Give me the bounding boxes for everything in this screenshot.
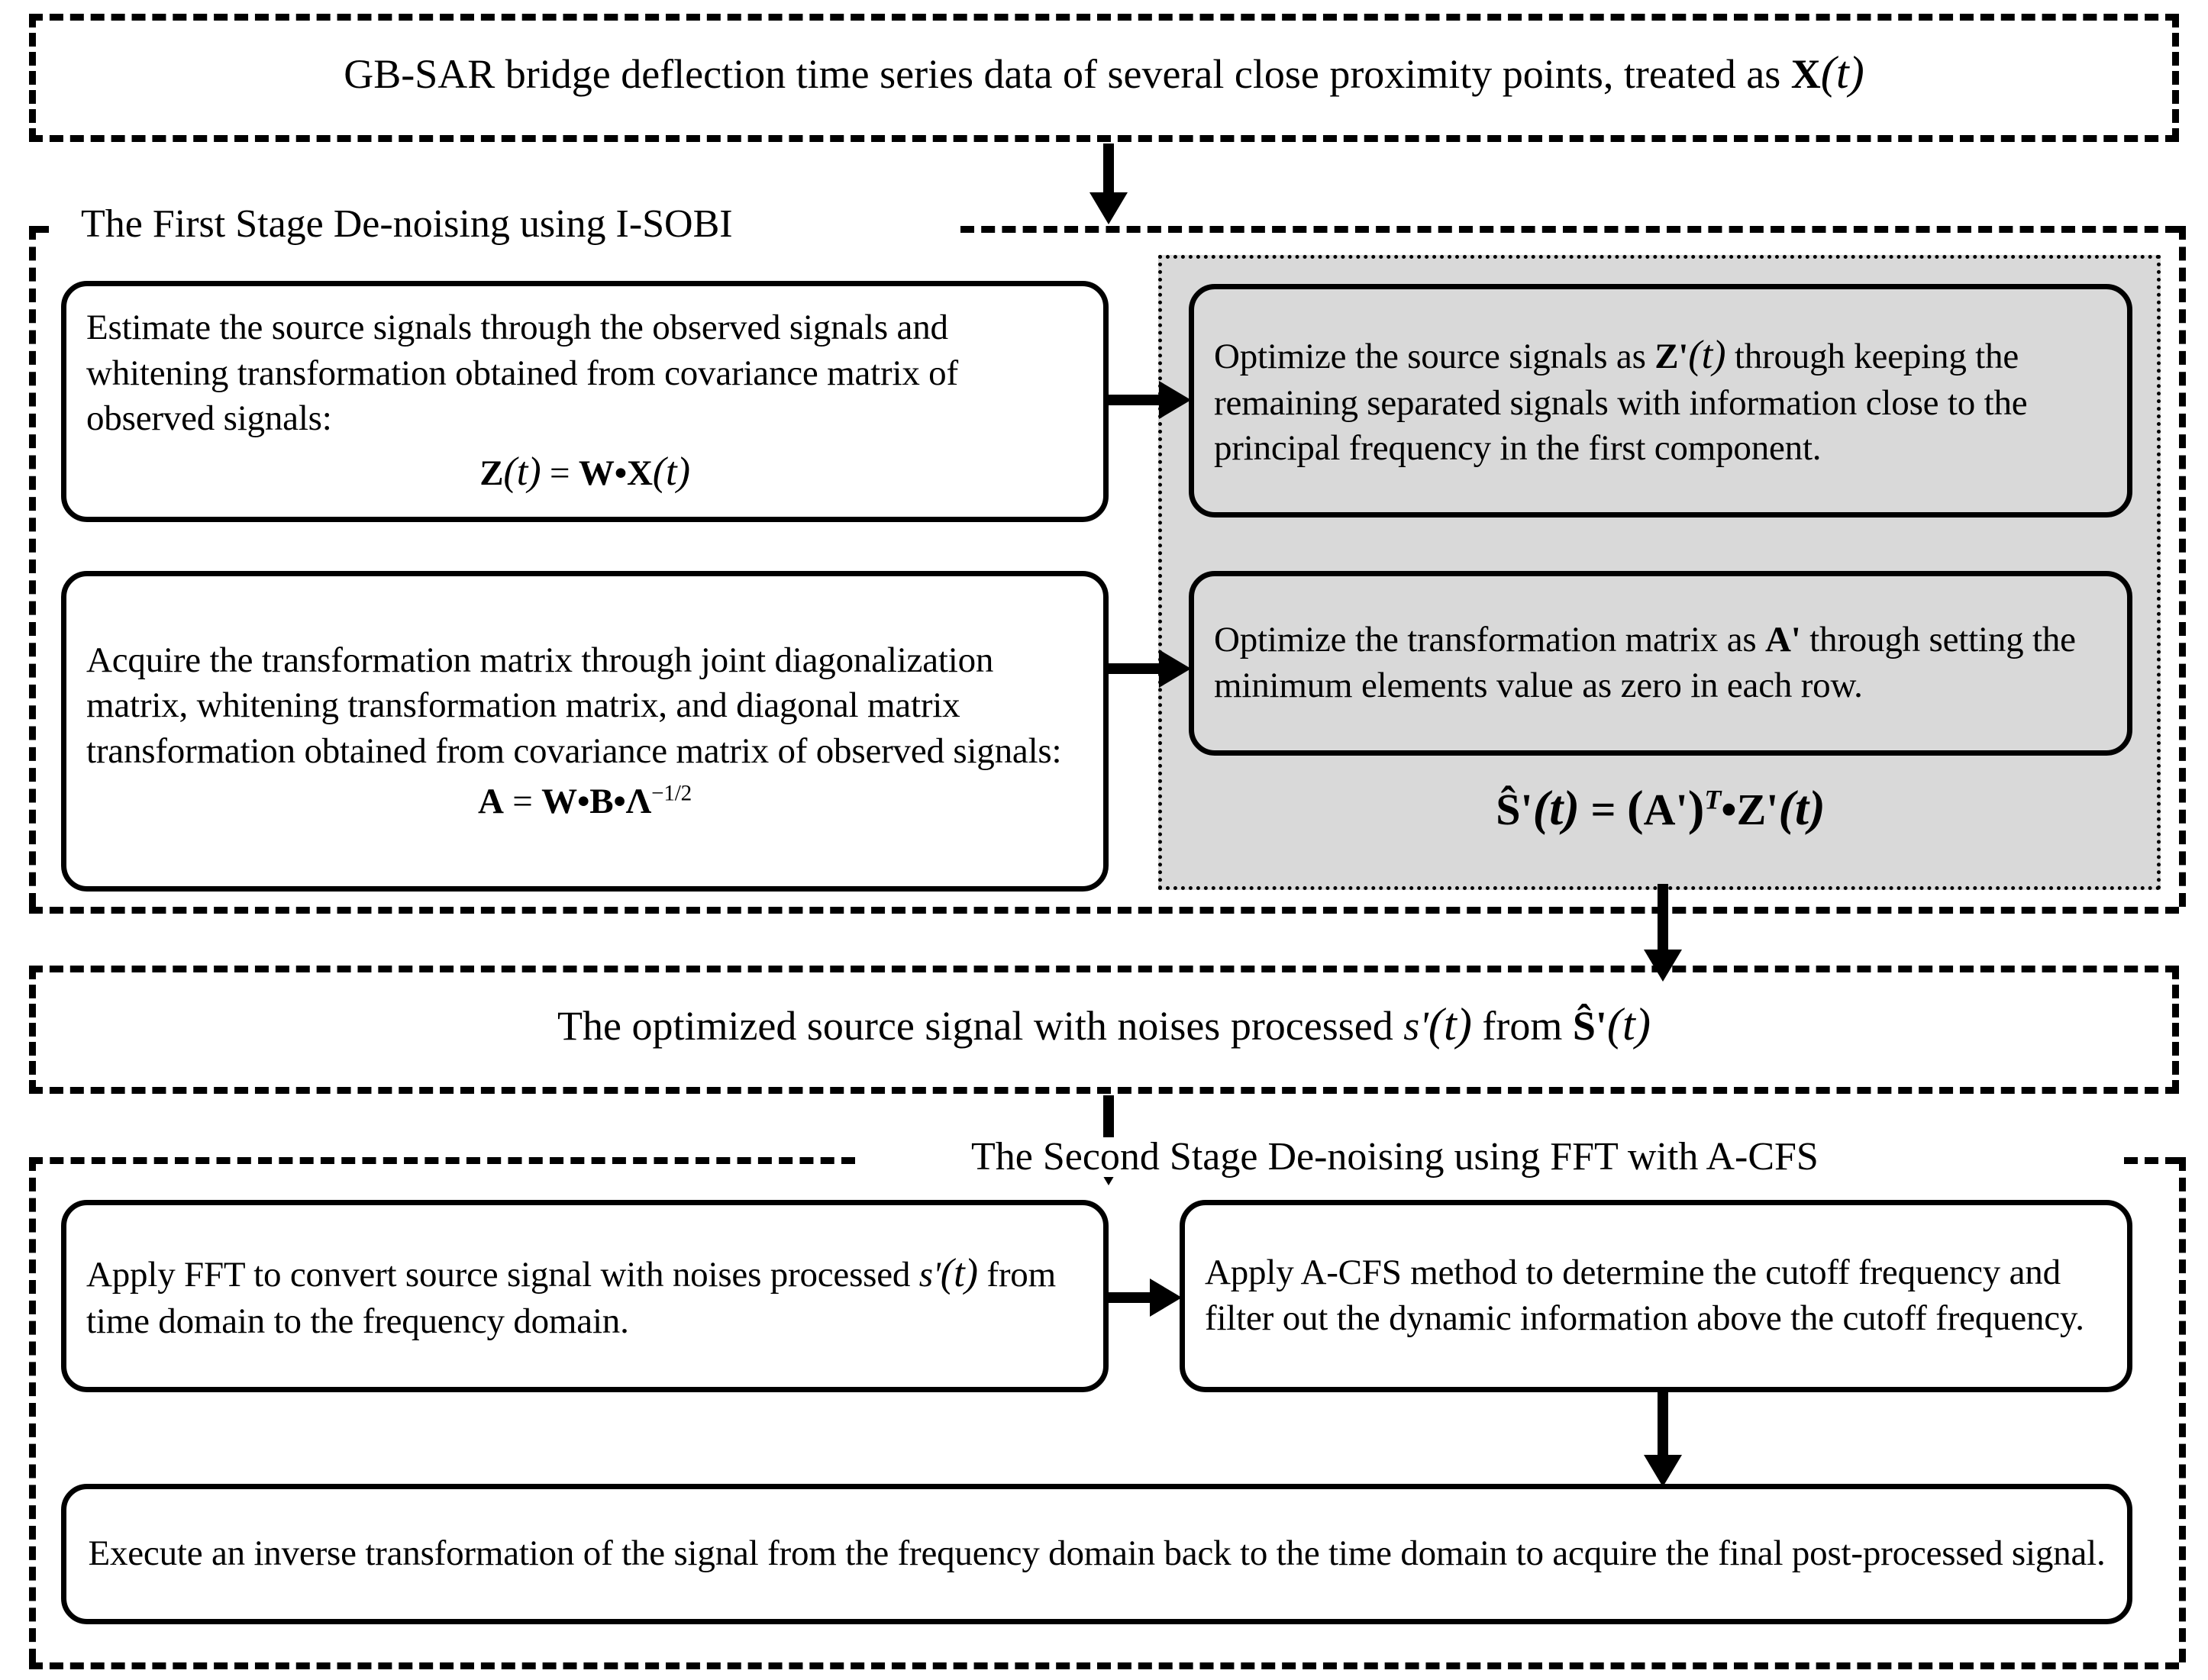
eq-a-lambda: Λ	[625, 781, 652, 821]
peq-a: A	[1643, 785, 1676, 834]
opt-matrix-symbol: A'	[1765, 620, 1801, 660]
box-estimate-source-signals	[61, 281, 1109, 522]
box-inverse-text: Execute an inverse transformation of the signal from the frequency domain back to the time domain to acquire the final post-processed signal.	[88, 1533, 2106, 1574]
stage2-frame-bottom	[29, 1662, 2179, 1669]
fft-s-arg: (t)	[940, 1250, 978, 1295]
mid-banner-text	[29, 998, 2179, 1053]
eq-a-equals: =	[503, 781, 542, 821]
box-inverse-transformation	[61, 1484, 2132, 1624]
opt-matrix-lead: Optimize the transformation matrix as	[1214, 620, 1766, 660]
peq-z-arg: (t)	[1778, 781, 1825, 836]
box-optimize-transformation-matrix	[1189, 571, 2132, 756]
mid-banner-mid: from	[1471, 1003, 1573, 1049]
stage2-frame-left	[29, 1157, 36, 1662]
mid-banner-shat-arg: (t)	[1606, 999, 1651, 1050]
opt-matrix-tail: through setting the minimum elements value as zero in each row.	[1214, 620, 2076, 705]
box-optimize-source-signals	[1189, 284, 2132, 518]
eq-a-exponent: −1/2	[651, 781, 692, 806]
stage1-frame-top-right	[960, 226, 2179, 233]
peq-z-prime: '	[1766, 785, 1779, 834]
eq-a-b: B	[589, 781, 614, 821]
top-banner-symbol-arg: (t)	[1820, 47, 1864, 98]
eq-a-dot2: •	[613, 781, 626, 821]
top-banner-lead: GB-SAR bridge deflection time series data of several close proximity points, treated as	[344, 51, 1791, 97]
fft-lead: Apply FFT to convert source signal with noises processed	[86, 1254, 919, 1295]
stage1-frame-left	[29, 226, 36, 907]
eq-a: A	[477, 781, 504, 821]
mid-banner-s-arg: (t)	[1428, 999, 1472, 1050]
box-optimize-signals-text	[1214, 330, 2107, 472]
box-optimize-matrix-text	[1214, 618, 2107, 708]
panel-equation	[1189, 780, 2132, 837]
fft-s: s'	[918, 1254, 941, 1295]
opt-signals-symbol: Z'	[1654, 336, 1689, 376]
peq-dot: •	[1721, 785, 1737, 834]
mid-banner-lead: The optimized source signal with noises processed	[557, 1003, 1404, 1049]
stage2-title: The Second Stage De-noising using FFT with A-CFS	[960, 1137, 1829, 1177]
eq-z: Z	[479, 453, 504, 494]
box-estimate-text: Estimate the source signals through the observed signals and whitening transformation obtained from covariance matrix of observed signals:	[86, 308, 958, 439]
peq-s-prime: '	[1520, 785, 1533, 834]
box-acfs-text: Apply A-CFS method to determine the cutoff frequency and filter out the dynamic information above the cutoff frequency.	[1205, 1253, 2084, 1338]
box-apply-acfs	[1180, 1200, 2132, 1392]
opt-signals-tail: through keeping the remaining separated signals with information close to the principal frequency in the first component.	[1214, 336, 2028, 469]
top-banner-text	[29, 46, 2179, 102]
peq-equals: =	[1579, 785, 1628, 834]
box-estimate-equation	[86, 447, 1083, 498]
top-banner-symbol: X	[1790, 51, 1821, 97]
stage2-frame-top-right	[2124, 1157, 2179, 1164]
peq-a-prime: '	[1675, 785, 1688, 834]
opt-signals-symbol-arg: (t)	[1688, 332, 1726, 377]
eq-z-arg: (t)	[503, 450, 541, 495]
eq-x: X	[626, 453, 653, 494]
box-acquire-text: Acquire the transformation matrix through joint diagonalization matrix, whitening transformation matrix, and diagonal matrix transformation obtained from covariance matrix of observed signals:	[86, 640, 1062, 771]
eq-a-dot1: •	[576, 781, 590, 821]
stage1-title: The First Stage De-noising using I-SOBI	[70, 205, 744, 244]
peq-close-paren: )	[1687, 781, 1705, 836]
eq-w: W	[578, 453, 615, 494]
eq-equals: =	[541, 453, 579, 494]
peq-z: Z	[1736, 785, 1767, 834]
stage2-frame-right	[2179, 1157, 2186, 1662]
mid-banner-s: s'	[1403, 1003, 1428, 1049]
stage2-frame-top-left	[29, 1157, 855, 1164]
peq-s-arg: (t)	[1532, 781, 1580, 836]
fft-tail: from time domain to the frequency domain.	[86, 1254, 1056, 1341]
opt-signals-lead: Optimize the source signals as	[1214, 336, 1655, 376]
stage1-frame-bottom	[29, 907, 2179, 914]
box-apply-fft	[61, 1200, 1109, 1392]
box-fft-text	[86, 1248, 1083, 1345]
box-acquire-transformation-matrix	[61, 571, 1109, 892]
eq-dot: •	[614, 453, 627, 494]
peq-s-hat: Ŝ	[1496, 785, 1521, 834]
stage1-frame-right	[2179, 226, 2186, 907]
box-acquire-equation	[86, 779, 1083, 825]
peq-open-paren: (	[1627, 781, 1644, 836]
eq-x-arg: (t)	[652, 450, 690, 495]
mid-banner-shat: Ŝ'	[1572, 1003, 1607, 1049]
peq-transpose: T	[1704, 784, 1722, 815]
eq-a-w: W	[541, 781, 577, 821]
